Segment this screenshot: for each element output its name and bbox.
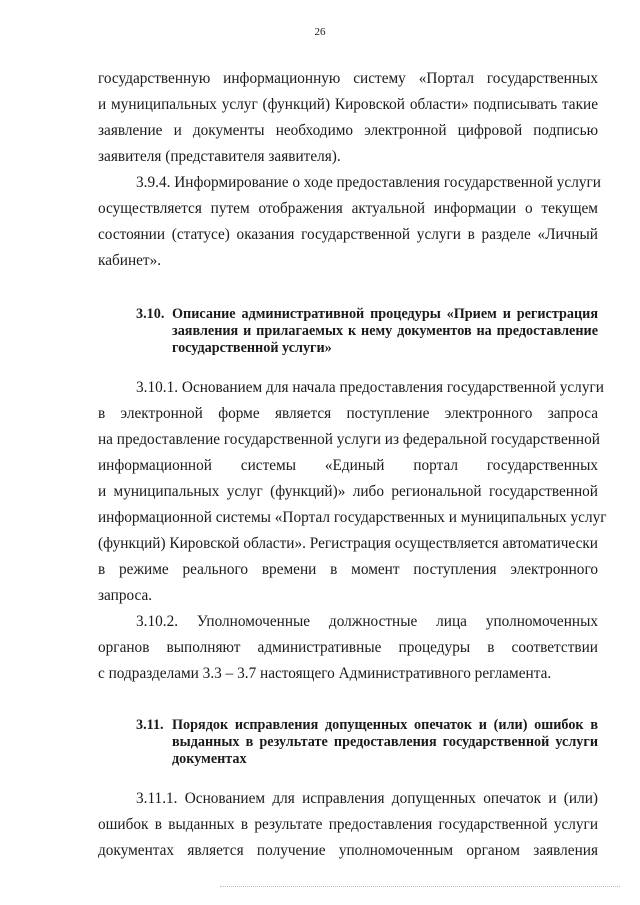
text-line: документах является получение уполномоченным органом заявления (98, 842, 598, 859)
text-line: информационной системы «Единый портал государственных (98, 457, 598, 474)
text-line: ошибок в выданных в результате предоставления государственной услуги (98, 816, 598, 833)
section-title: Порядок исправления допущенных опечаток и (или) ошибок в выданных в результате предоставления государственной услуги документах (172, 717, 598, 767)
spacer (98, 357, 598, 375)
text-line: и муниципальных услуг (функций)» либо региональной государственной (98, 483, 598, 500)
spacer (98, 687, 598, 717)
text-line: 3.11.1. Основанием для исправления допущенных опечаток и (или) (136, 790, 598, 807)
paragraph-portal-signature (98, 66, 598, 170)
section-heading-3-10 (98, 306, 598, 357)
paragraph-3-10-2 (98, 609, 598, 687)
section-title: Описание административной процедуры «Прием и регистрация заявления и прилагаемых к нему документов на предоставление государственной услуги» (172, 306, 598, 356)
text-line: в электронной форме является поступление электронного запроса (98, 405, 598, 422)
paragraph-3-9-4 (98, 170, 601, 274)
text-line: информационной системы «Портал государственных и муниципальных услуг (98, 509, 607, 526)
document-body (98, 66, 607, 864)
text-line: заявителя (представителя заявителя). (98, 148, 341, 165)
section-number: 3.11. (136, 717, 164, 733)
text-line: в режиме реального времени в момент поступления электронного (98, 561, 598, 578)
paragraph-3-11-1 (98, 786, 598, 864)
text-line: 3.10.1. Основанием для начала предоставления государственной услуги (136, 379, 604, 396)
page-number: 26 (314, 26, 326, 38)
section-number: 3.10. (136, 306, 165, 322)
text-line: и муниципальных услуг (функций) Кировской области» подписывать такие (98, 96, 598, 113)
text-line: состоянии (статусе) оказания государственной услуги в разделе «Личный (98, 226, 598, 243)
spacer (98, 274, 598, 306)
text-line: кабинет». (98, 252, 162, 269)
text-line: органов выполняют административные процедуры в соответствии (98, 639, 598, 656)
spacer (98, 768, 598, 786)
text-line: с подразделами 3.3 – 3.7 настоящего Административного регламента. (98, 665, 552, 682)
text-line: запроса. (98, 587, 153, 604)
text-line: государственную информационную систему «Портал государственных (98, 70, 598, 87)
text-line: (функций) Кировской области». Регистрация осуществляется автоматически (98, 535, 598, 552)
text-line: 3.10.2. Уполномоченные должностные лица уполномоченных (136, 613, 598, 630)
paragraph-3-10-1 (98, 375, 607, 609)
section-heading-3-11 (98, 717, 598, 768)
text-line: осуществляется путем отображения актуальной информации о текущем (98, 200, 598, 217)
text-line: на предоставление государственной услуги из федеральной государственной (98, 431, 600, 448)
text-line: заявление и документы необходимо электронной цифровой подписью (98, 122, 598, 139)
scan-artifact (220, 886, 620, 888)
text-line: 3.9.4. Информирование о ходе предоставления государственной услуги (136, 174, 601, 191)
